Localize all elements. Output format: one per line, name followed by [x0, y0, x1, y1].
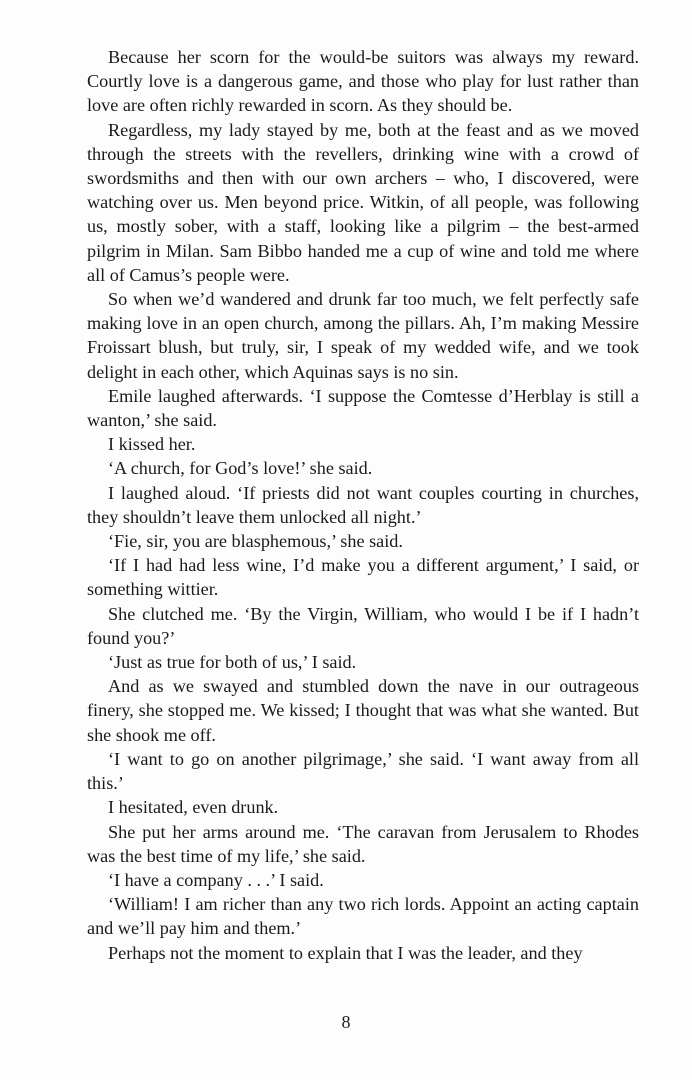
body-text	[87, 45, 639, 965]
paragraph: Because her scorn for the would-be suitors was always my reward. Courtly love is a dangerous game, and those who play for lust rather than love are often richly rewarded in scorn. As they should be.	[87, 47, 639, 116]
paragraph: I hesitated, even drunk.	[108, 797, 279, 818]
paragraph: ‘William! I am richer than any two rich lords. Appoint an acting captain and we’ll pay him and them.’	[87, 894, 639, 939]
paragraph: ‘I want to go on another pilgrimage,’ she said. ‘I want away from all this.’	[87, 748, 639, 794]
page-number: 8	[341, 1012, 351, 1032]
paragraph: She put her arms around me. ‘The caravan from Jerusalem to Rhodes was the best time of my life,’ she said.	[87, 821, 639, 866]
paragraph: Perhaps not the moment to explain that I was the leader, and they	[108, 942, 583, 963]
paragraph: So when we’d wandered and drunk far too much, we felt perfectly safe making love in an open church, among the pillars. Ah, I’m making Messire Froissart blush, but truly, sir, I speak of my wedded wife, and we took delight in each other, which Aquinas says is no sin.	[87, 289, 639, 382]
paragraph: ‘Just as true for both of us,’ I said.	[108, 652, 357, 673]
paragraph: ‘I have a company . . .’ I said.	[108, 869, 324, 890]
paragraph: Emile laughed afterwards. ‘I suppose the Comtesse d’Herblay is still a wanton,’ she said.	[87, 385, 639, 431]
paragraph: She clutched me. ‘By the Virgin, William, who would I be if I hadn’t found you?’	[87, 603, 639, 648]
paragraph: ‘Fie, sir, you are blasphemous,’ she said.	[108, 531, 403, 552]
paragraph: Regardless, my lady stayed by me, both at the feast and as we moved through the streets with the revellers, drinking wine with a crowd of swordsmiths and then with our own archers – who, I discovered, were watching over us. Men beyond price. Witkin, of all people, was following us, mostly sober, with a staff, looking like a pilgrim – the best-armed pilgrim in Milan. Sam Bibbo handed me a cup of wine and told me where all of Camus’s people were.	[87, 119, 639, 285]
paragraph: And as we swayed and stumbled down the nave in our outrageous finery, she stopped me. We kissed; I thought that was what she wanted. But she shook me off.	[87, 676, 639, 745]
paragraph: ‘If I had had less wine, I’d make you a different argument,’ I said, or something wittier.	[87, 555, 639, 600]
paragraph: I laughed aloud. ‘If priests did not want couples courting in churches, they shouldn’t leave them unlocked all night.’	[87, 482, 639, 527]
paragraph: ‘A church, for God’s love!’ she said.	[108, 458, 373, 479]
paragraph: I kissed her.	[108, 434, 196, 455]
